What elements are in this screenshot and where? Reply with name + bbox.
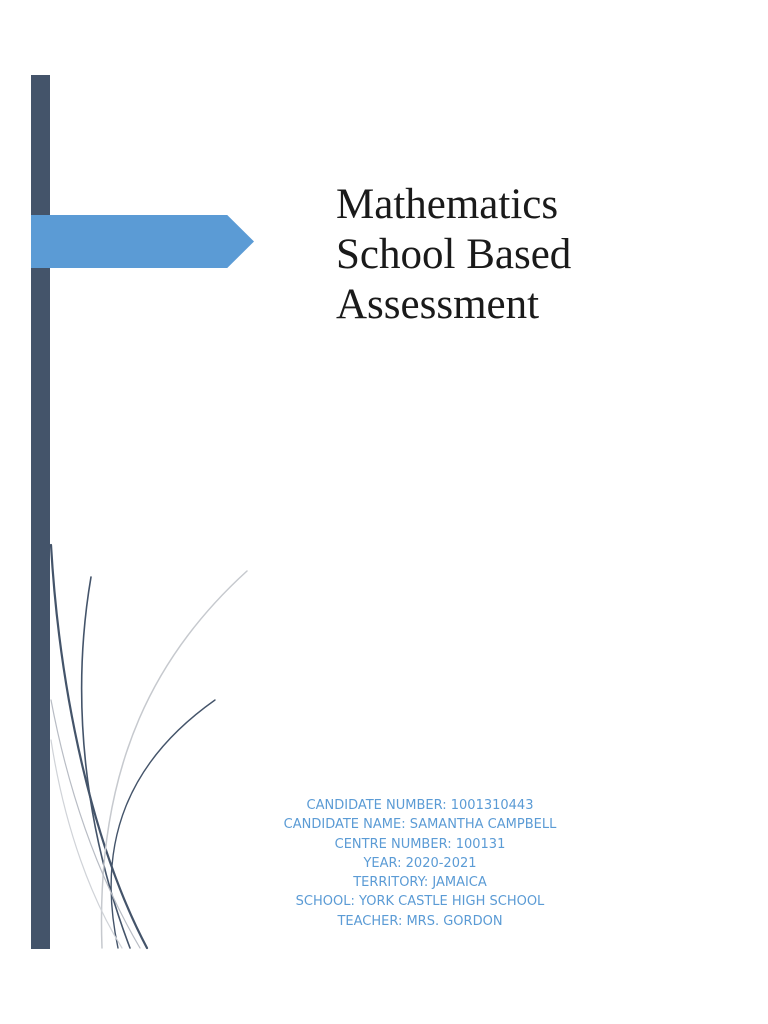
candidate-number: CANDIDATE NUMBER: 1001310443 [306,798,534,813]
sidebar-stripe [31,75,50,949]
swoosh-curve [101,571,247,948]
swoosh-curve [51,700,140,948]
teacher: TEACHER: MRS. GORDON [337,913,503,929]
centre-number: CENTRE NUMBER: 100131 [334,836,506,852]
swoosh-curve [111,700,215,948]
school: SCHOOL: YORK CASTLE HIGH SCHOOL [295,894,545,910]
candidate-name: CANDIDATE NAME: SAMANTHA CAMPBELL [283,817,557,833]
territory: TERRITORY: JAMAICA [353,875,487,891]
title-line: School Based [336,231,572,278]
title-line: Mathematics [336,181,559,228]
arrow-banner [31,215,254,268]
document-title [336,180,716,330]
candidate-details [240,796,600,931]
swoosh-curve [51,545,147,948]
swoosh-curve [51,740,122,948]
year: YEAR: 2020-2021 [363,855,477,871]
swoosh-curve [82,577,130,948]
title-line: Assessment [336,281,540,328]
